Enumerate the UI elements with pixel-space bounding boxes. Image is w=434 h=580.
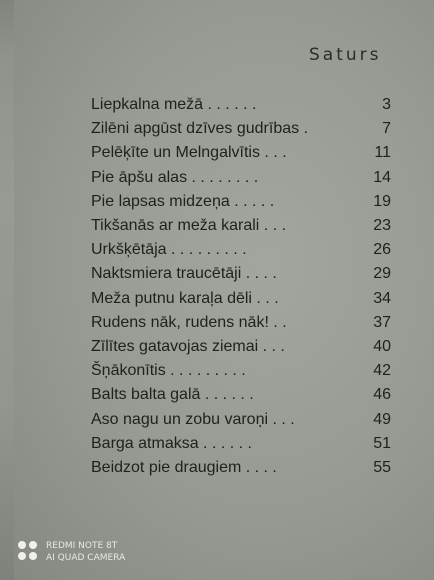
toc-entry-title: Barga atmaksa . . . . . .	[91, 434, 252, 452]
toc-entry-page-number: 23	[373, 217, 391, 234]
toc-entry-page-number: 51	[373, 434, 391, 452]
toc-entry-title: Zīlītes gatavojas ziemai . . .	[91, 338, 285, 355]
toc-entry-title: Naktsmiera traucētāji . . . .	[91, 265, 277, 283]
watermark-line-1: REDMI NOTE 8T	[46, 541, 118, 551]
toc-entry-title: Tikšanās ar meža karali . . .	[91, 217, 287, 234]
toc-entry-page-number: 19	[373, 192, 391, 210]
toc-entry-page-number: 46	[373, 386, 391, 404]
watermark-line-2: AI QUAD CAMERA	[46, 553, 126, 563]
toc-entry-page-number: 37	[373, 313, 391, 331]
toc-entry	[91, 314, 391, 338]
toc-entry-title: Pelēķīte un Melngalvītis . . .	[91, 144, 287, 162]
toc-entry	[91, 144, 391, 168]
toc-entry-page-number: 40	[373, 338, 391, 355]
toc-entry	[91, 96, 391, 120]
toc-entry-page-number: 29	[373, 265, 391, 283]
toc-entry	[91, 193, 391, 217]
camera-logo-icon	[18, 541, 40, 563]
toc-entry	[91, 459, 391, 483]
toc-entry	[91, 386, 391, 410]
toc-entry-title: Urkšķētāja . . . . . . . . .	[91, 241, 247, 259]
toc-entry	[91, 290, 391, 314]
toc-entry-title: Meža putnu karaļa dēli . . .	[91, 289, 279, 307]
toc-entry	[91, 120, 391, 144]
toc-entry-page-number: 26	[373, 241, 391, 259]
toc-entry	[91, 338, 391, 362]
toc-entry-title: Zilēni apgūst dzīves gudrības .	[91, 120, 309, 138]
page-title: Saturs	[309, 45, 382, 65]
toc-entry	[91, 362, 391, 386]
toc-entry-page-number: 49	[373, 410, 391, 428]
toc-entry-title: Aso nagu un zobu varoņi . . .	[91, 410, 295, 428]
toc-entry	[91, 241, 391, 265]
toc-entry-page-number: 55	[373, 459, 391, 476]
camera-watermark	[18, 540, 125, 564]
toc-entry-page-number: 7	[382, 120, 391, 138]
toc-entry	[91, 411, 391, 435]
toc-entry-page-number: 14	[373, 168, 391, 186]
toc-entry-title: Beidzot pie draugiem . . . .	[91, 459, 277, 476]
toc-entry-title: Pie lapsas midzeņa . . . . .	[91, 192, 275, 210]
toc-entry	[91, 169, 391, 193]
toc-entry	[91, 435, 391, 459]
toc-entry-page-number: 42	[373, 362, 391, 380]
toc-entry-title: Šņākonītis . . . . . . . . .	[91, 362, 246, 380]
toc-entry	[91, 217, 391, 241]
toc-entry-page-number: 11	[374, 144, 391, 162]
toc-entry-page-number: 3	[382, 96, 391, 113]
toc-entry-page-number: 34	[373, 289, 391, 307]
toc-entry-title: Balts balta galā . . . . . .	[91, 386, 254, 404]
book-page	[14, 0, 434, 580]
toc-entry-title: Liepkalna mežā . . . . . .	[91, 96, 257, 113]
toc-entry-title: Pie āpšu alas . . . . . . . .	[91, 168, 259, 186]
toc-entry-title: Rudens nāk, rudens nāk! . .	[91, 313, 287, 331]
toc-entry	[91, 265, 391, 289]
